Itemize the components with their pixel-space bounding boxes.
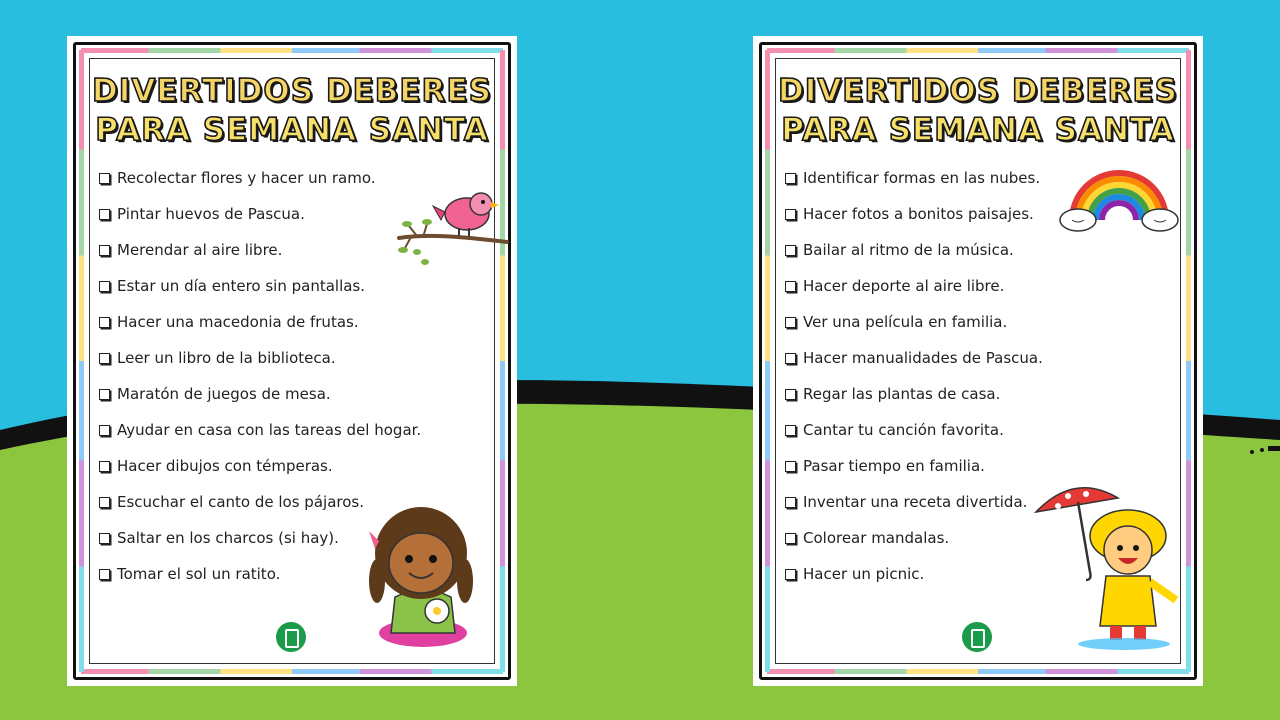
task-item: Regar las plantas de casa.	[785, 384, 1043, 420]
task-item: Escuchar el canto de los pájaros.	[99, 492, 421, 528]
logo-icon	[276, 622, 306, 652]
task-item: Tomar el sol un ratito.	[99, 564, 421, 600]
task-list	[785, 168, 1043, 600]
checkbox-icon	[99, 461, 110, 472]
task-item: Maratón de juegos de mesa.	[99, 384, 421, 420]
task-item: Hacer una macedonia de frutas.	[99, 312, 421, 348]
checkbox-icon	[99, 425, 110, 436]
task-item: Hacer deporte al aire libre.	[785, 276, 1043, 312]
checkbox-icon	[785, 281, 796, 292]
task-item: Hacer un picnic.	[785, 564, 1043, 600]
task-item: Hacer manualidades de Pascua.	[785, 348, 1043, 384]
title-line-2: PARA SEMANA SANTA	[781, 112, 1175, 148]
checkbox-icon	[99, 173, 110, 184]
checkbox-icon	[99, 353, 110, 364]
checkbox-icon	[99, 209, 110, 220]
bird-on-branch-icon	[397, 190, 509, 270]
checkbox-icon	[99, 317, 110, 328]
task-item: Hacer fotos a bonitos paisajes.	[785, 204, 1043, 240]
checkbox-icon	[785, 425, 796, 436]
checkbox-icon	[785, 245, 796, 256]
task-item: Hacer dibujos con témperas.	[99, 456, 421, 492]
task-item: Bailar al ritmo de la música.	[785, 240, 1043, 276]
task-item: Recolectar flores y hacer un ramo.	[99, 168, 421, 204]
sheet-title	[753, 72, 1203, 150]
homework-sheet-right	[753, 36, 1203, 686]
task-item: Leer un libro de la biblioteca.	[99, 348, 421, 384]
checkbox-icon	[785, 497, 796, 508]
task-item: Cantar tu canción favorita.	[785, 420, 1043, 456]
rainbow-icon	[1058, 164, 1180, 234]
boy-with-umbrella-icon	[1028, 480, 1188, 652]
task-item: Inventar una receta divertida.	[785, 492, 1043, 528]
title-line-1: DIVERTIDOS DEBERES	[92, 73, 492, 109]
task-item: Ver una película en familia.	[785, 312, 1043, 348]
sheet-title	[67, 72, 517, 150]
logo-icon	[962, 622, 992, 652]
checkbox-icon	[785, 533, 796, 544]
title-line-2: PARA SEMANA SANTA	[95, 112, 489, 148]
checkbox-icon	[785, 353, 796, 364]
checkbox-icon	[99, 245, 110, 256]
task-item: Colorear mandalas.	[785, 528, 1043, 564]
task-item: Pasar tiempo en familia.	[785, 456, 1043, 492]
checkbox-icon	[99, 569, 110, 580]
task-item: Pintar huevos de Pascua.	[99, 204, 421, 240]
task-item: Estar un día entero sin pantallas.	[99, 276, 421, 312]
task-item: Saltar en los charcos (si hay).	[99, 528, 421, 564]
checkbox-icon	[785, 209, 796, 220]
checkbox-icon	[99, 281, 110, 292]
checkbox-icon	[785, 569, 796, 580]
checkbox-icon	[99, 389, 110, 400]
checkbox-icon	[785, 173, 796, 184]
title-line-1: DIVERTIDOS DEBERES	[778, 73, 1178, 109]
checkbox-icon	[99, 497, 110, 508]
checkbox-icon	[785, 317, 796, 328]
checkbox-icon	[785, 389, 796, 400]
task-item: Merendar al aire libre.	[99, 240, 421, 276]
checkbox-icon	[785, 461, 796, 472]
homework-sheet-left	[67, 36, 517, 686]
task-item: Identificar formas en las nubes.	[785, 168, 1043, 204]
task-item: Ayudar en casa con las tareas del hogar.	[99, 420, 421, 456]
girl-with-flower-icon	[365, 501, 485, 653]
checkbox-icon	[99, 533, 110, 544]
